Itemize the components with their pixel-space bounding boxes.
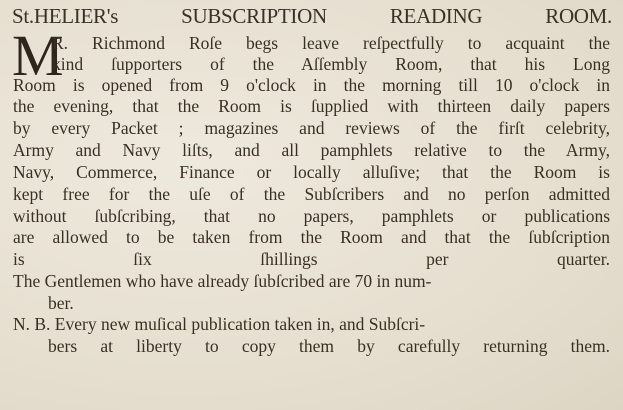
text-line: Navy, Commerce, Finance or locally alluſive; that the Room is: [13, 162, 610, 182]
text-line: ber.: [48, 293, 74, 313]
text-line: Room is opened from 9 o'clock in the morning till 10 o'clock in: [13, 75, 610, 95]
text-line: bers at liberty to copy them by carefully returning them.: [48, 336, 610, 356]
text-line: are allowed to be taken from the Room and that the ſubſcription: [13, 227, 610, 247]
text-line: R. Richmond Roſe begs leave reſpectfully to acquaint the: [52, 33, 610, 53]
article-title: St.HELIER's SUBSCRIPTION READING ROOM.: [12, 4, 612, 28]
text-line: kept free for the uſe of the Subſcribers and no perſon admitted: [13, 184, 610, 204]
text-line: without ſubſcribing, that no papers, pamphlets or publications: [13, 206, 610, 226]
text-line: N. B. Every new muſical publication taken in, and Subſcri-: [13, 314, 426, 334]
text-line: Army and Navy liſts, and all pamphlets relative to the Army,: [13, 140, 610, 160]
text-line: The Gentlemen who have already ſubſcribed are 70 in num-: [13, 271, 432, 291]
text-line: is ſix ſhillings per quarter.: [13, 249, 610, 269]
drop-cap: M: [12, 23, 64, 88]
text-line: kind ſupporters of the Aſſembly Room, that his Long: [52, 54, 610, 74]
text-line: the evening, that the Room is ſupplied with thirteen daily papers: [13, 96, 610, 116]
text-line: by every Packet ; magazines and reviews of the firſt celebrity,: [13, 118, 610, 138]
